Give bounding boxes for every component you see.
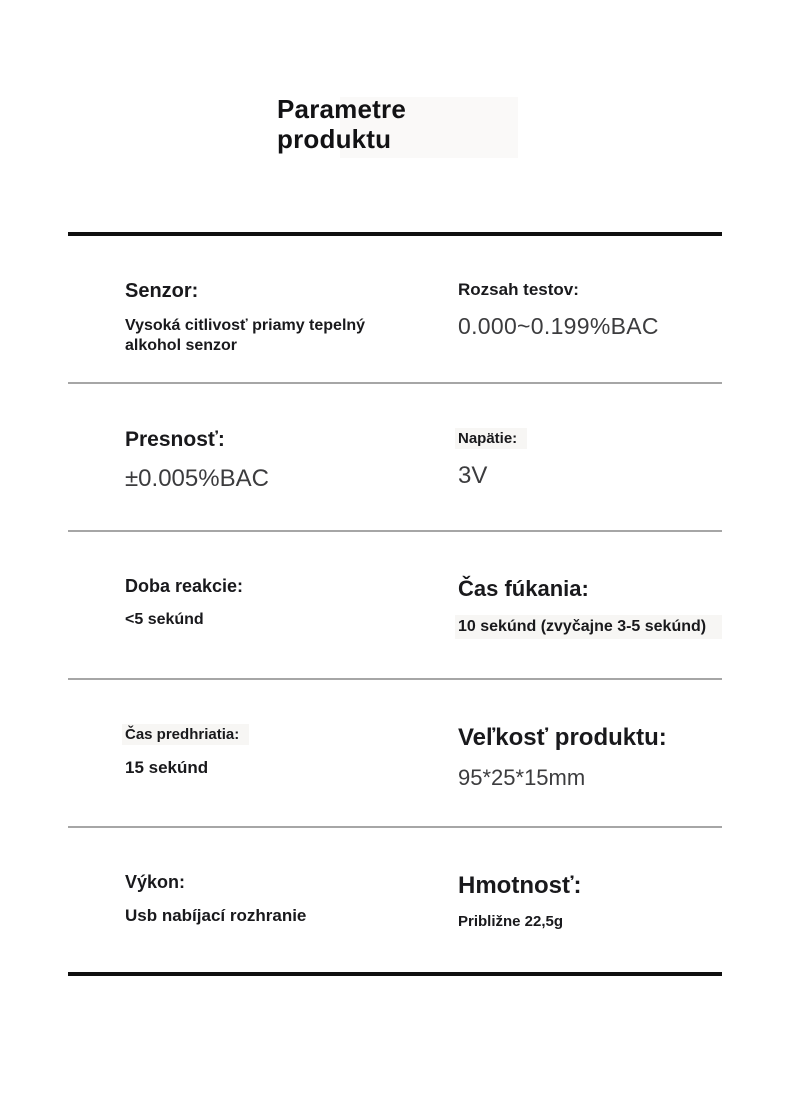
spec-cell-senzor [125, 280, 458, 382]
spec-label-cas-predhriatia: Čas predhriatia: [122, 724, 249, 745]
spec-value-vykon: Usb nabíjací rozhranie [125, 906, 307, 925]
page-title-line1: Parametre [277, 94, 406, 124]
spec-label-napatie: Napätie: [455, 428, 527, 449]
spec-row-vykon [68, 828, 722, 976]
spec-value-hmotnost: Približne 22,5g [458, 913, 564, 930]
spec-value-cas-predhriatia: 15 sekúnd [125, 758, 209, 777]
spec-value-rozsah-testov: 0.000~0.199%BAC [458, 313, 659, 339]
spec-label-vykon: Výkon: [125, 872, 186, 892]
spec-value-cas-fukania: 10 sekúnd (zvyčajne 3-5 sekúnd) [455, 615, 722, 639]
spec-row-doba-reakcie [68, 532, 722, 680]
spec-value-presnost: ±0.005%BAC [125, 465, 269, 492]
spec-cell-hmotnost [458, 872, 722, 972]
spec-table [68, 232, 722, 976]
spec-label-velkost-produktu: Veľkosť produktu: [458, 724, 667, 751]
spec-value-napatie: 3V [458, 462, 488, 489]
spec-cell-vykon [125, 872, 458, 972]
spec-cell-cas-fukania [458, 576, 722, 678]
spec-row-senzor [68, 236, 722, 384]
spec-cell-presnost [125, 428, 458, 530]
spec-label-presnost: Presnosť: [125, 428, 225, 451]
spec-row-cas-predhriatia [68, 680, 722, 828]
spec-cell-doba-reakcie [125, 576, 458, 678]
spec-cell-cas-predhriatia [125, 724, 458, 826]
spec-value-velkost-produktu: 95*25*15mm [458, 765, 586, 790]
spec-cell-rozsah-testov [458, 280, 722, 382]
page-title-line2: produktu [277, 124, 392, 154]
spec-label-senzor: Senzor: [125, 280, 199, 302]
spec-value-senzor: Vysoká citlivosť priamy tepelný alkohol senzor [125, 317, 366, 354]
spec-value-doba-reakcie: <5 sekúnd [125, 611, 204, 628]
spec-row-presnost [68, 384, 722, 532]
spec-cell-velkost-produktu [458, 724, 722, 826]
page-title [277, 94, 406, 154]
spec-label-rozsah-testov: Rozsah testov: [458, 280, 579, 299]
spec-label-cas-fukania: Čas fúkania: [458, 576, 589, 601]
spec-label-hmotnost: Hmotnosť: [458, 872, 582, 899]
spec-cell-napatie [458, 428, 722, 530]
spec-label-doba-reakcie: Doba reakcie: [125, 576, 244, 596]
